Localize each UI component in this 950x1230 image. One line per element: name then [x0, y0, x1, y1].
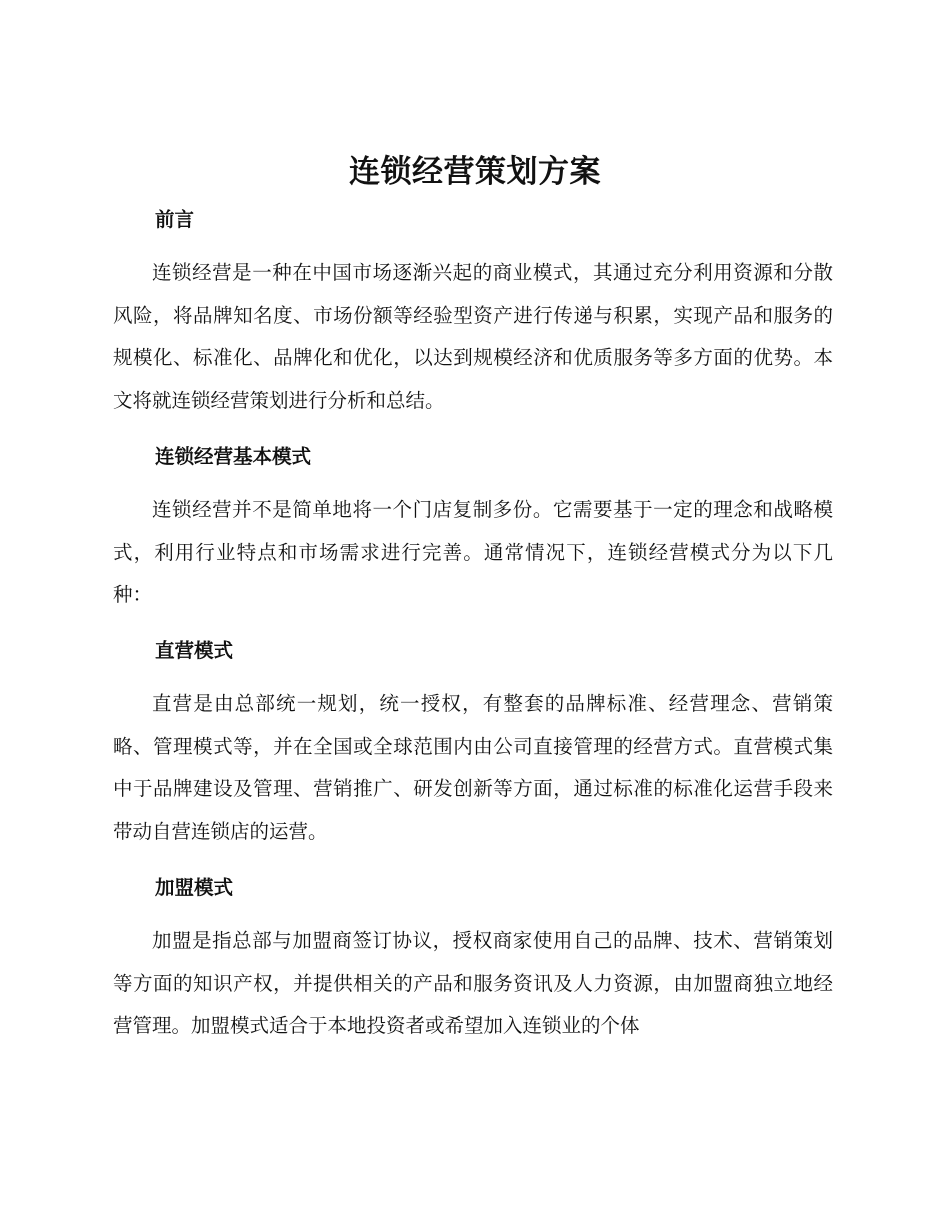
section-heading-franchise-mode: 加盟模式 — [155, 876, 234, 899]
document-title: 连锁经营策划方案 — [349, 154, 601, 190]
section-heading-preface: 前言 — [155, 208, 195, 231]
section-heading-direct-mode: 直营模式 — [155, 639, 234, 662]
section-paragraph-franchise-mode: 加盟是指总部与加盟商签订协议，授权商家使用自己的品牌、技术、营销策划等方面的知识产权，并提供相关的产品和服务资讯及人力资源，由加盟商独立地经营管理。加盟模式适合于本地投资者或希望加入连锁业的个体 — [113, 929, 833, 1037]
section-paragraph-basic-modes: 连锁经营并不是简单地将一个门店复制多份。它需要基于一定的理念和战略模式，利用行业特点和市场需求进行完善。通常情况下，连锁经营模式分为以下几种： — [113, 498, 833, 606]
section-heading-basic-modes: 连锁经营基本模式 — [155, 445, 312, 468]
section-paragraph-direct-mode: 直营是由总部统一规划，统一授权，有整套的品牌标准、经营理念、营销策略、管理模式等，并在全国或全球范围内由公司直接管理的经营方式。直营模式集中于品牌建设及管理、营销推广、研发创新等方面，通过标准的标准化运营手段来带动自营连锁店的运营。 — [113, 692, 833, 843]
section-paragraph-preface: 连锁经营是一种在中国市场逐渐兴起的商业模式，其通过充分利用资源和分散风险，将品牌知名度、市场份额等经验型资产进行传递与积累，实现产品和服务的规模化、标准化、品牌化和优化，以达到规模经济和优质服务等多方面的优势。本文将就连锁经营策划进行分析和总结。 — [113, 261, 833, 412]
